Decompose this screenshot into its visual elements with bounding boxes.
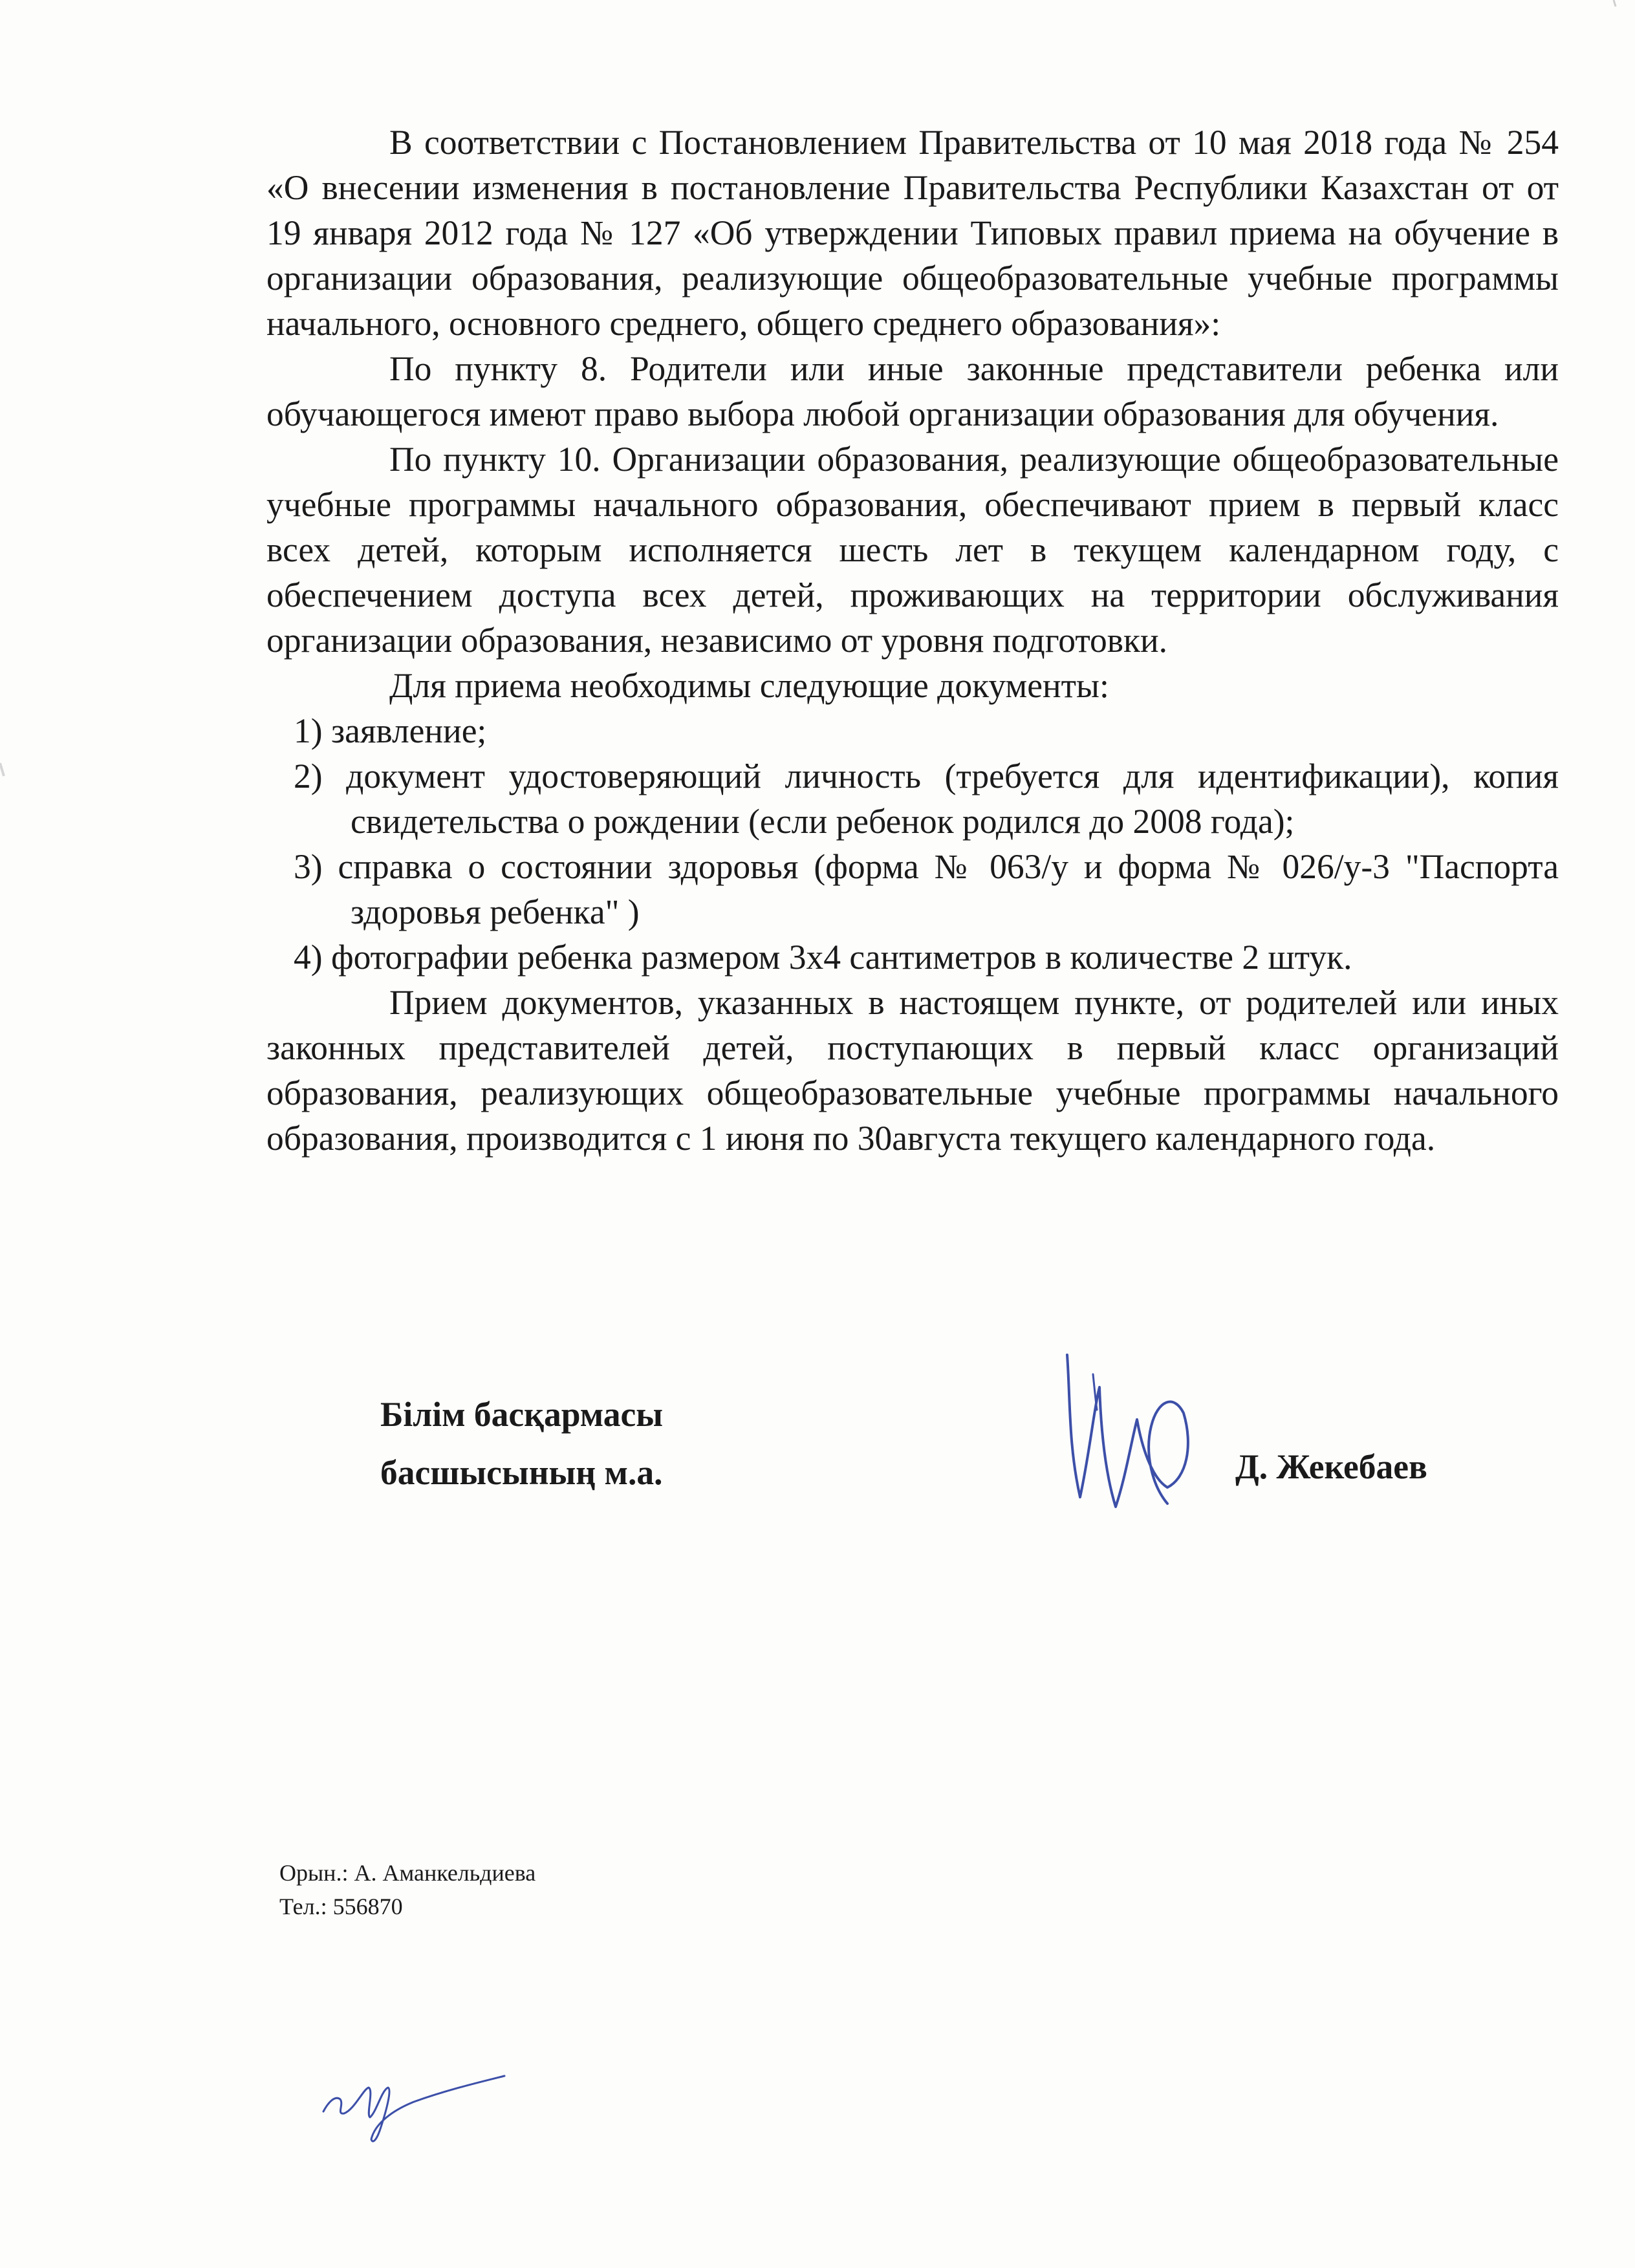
handwritten-signature [1054,1348,1216,1523]
phone-line: Тел.: 556870 [279,1894,403,1919]
closing-paragraph: Прием документов, указанных в настоящем пункте, от родителей или иных законных представителей детей, поступающих в первый класс организаций образования, реализующих общеобразовательные учебные программы начального образования, производится с 1 июня по 30августа текущего календарного года. [266,983,1559,1158]
list-item-application: 1) заявление; [294,711,487,750]
list-item-health-certificate: 3) справка о состоянии здоровья (форма № 063/у и форма № 026/у-3 "Паспорта здоровья ребенка" ) [294,847,1559,931]
clause-10-paragraph: По пункту 10. Организации образования, реализующие общеобразовательные учебные программы начального образования, обеспечивают прием в первый класс всех детей, которым исполняется шесть лет в текущем календарном году, с обеспечением доступа всех детей, проживающих на территории обслуживания организации образования, независимо от уровня подготовки. [266,440,1559,660]
signatory-title [380,1385,663,1502]
list-item-identity-document: 2) документ удостоверяющий личность (требуется для идентификации), копия свидетельства о рождении (если ребенок родился до 2008 года); [294,757,1559,841]
intro-paragraph: В соответствии с Постановлением Правительства от 10 мая 2018 года № 254 «О внесении изменения в постановление Правительства Республики Казахстан от от 19 января 2012 года № 127 «Об утверждении Типовых правил приема на обучение в организации образования, реализующие общеобразовательные учебные программы начального, основного среднего, общего среднего образования»: [266,123,1559,343]
footer-contacts [279,1856,536,1923]
documents-heading: Для приема необходимы следующие документы: [389,666,1109,705]
list-item-photos: 4) фотографии ребенка размером 3х4 сантиметров в количестве 2 штук. [294,938,1352,977]
clause-8-paragraph: По пункту 8. Родители или иные законные представители ребенка или обучающегося имеют право выбора любой организации образования для обучения. [266,349,1559,433]
signatory-title-line-1: Білім басқармасы [380,1395,664,1434]
signatory-title-line-2: басшысының м.а. [380,1453,663,1492]
handwritten-initials [317,2050,511,2147]
executor-line: Орын.: А. Аманкельдиева [279,1860,536,1886]
signatory-name: Д. Жекебаев [1235,1447,1427,1486]
document-body [266,120,1559,1161]
